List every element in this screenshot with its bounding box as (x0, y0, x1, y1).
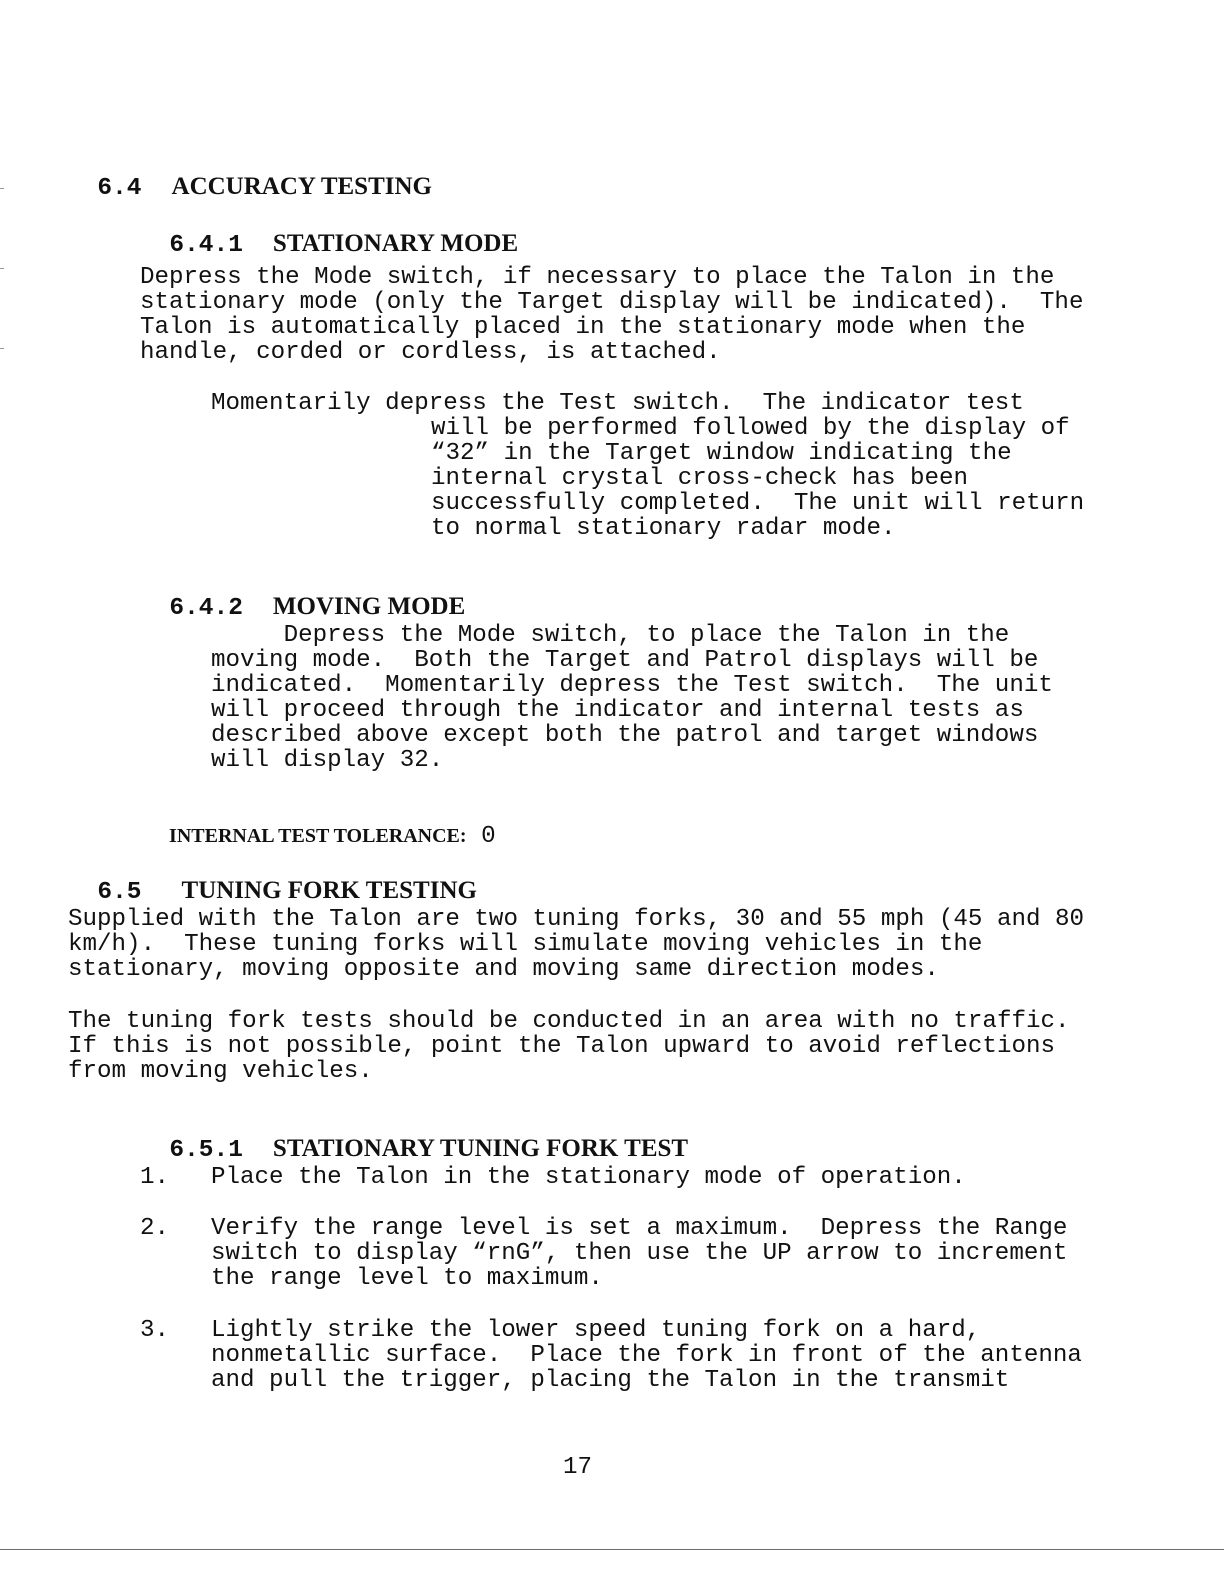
paragraph-line: internal crystal cross-check has been (431, 465, 969, 492)
section-number: 6.5.1 (169, 1137, 243, 1164)
step-line: switch to display “rnG”, then use the UP arrow to increment (211, 1240, 1068, 1267)
paragraph-line: Talon is automatically placed in the stationary mode when the (140, 314, 1026, 341)
section-heading-6-5-1 (140, 1111, 688, 1163)
tolerance-value: 0 (481, 823, 496, 850)
paragraph-line: will proceed through the indicator and internal tests as (211, 697, 1024, 724)
paragraph-line: “32” in the Target window indicating the (431, 440, 1012, 467)
step-line: Verify the range level is set a maximum. Depress the Range (211, 1215, 1068, 1242)
section-title: MOVING MODE (272, 593, 466, 620)
step-number: 3. (140, 1317, 170, 1344)
paragraph-lead-line: Momentarily depress the Test switch. The indicator test (211, 390, 1024, 417)
paragraph-line: described above except both the patrol and target windows (211, 722, 1039, 749)
step-line: Lightly strike the lower speed tuning fork on a hard, (211, 1317, 981, 1344)
section-number: 6.5 (97, 879, 142, 906)
paragraph-line: Depress the Mode switch, to place the Talon in the (211, 622, 1010, 649)
paragraph-line: stationary, moving opposite and moving same direction modes. (68, 956, 939, 983)
paragraph-line: successfully completed. The unit will return (431, 490, 1085, 517)
page-number: 17 (563, 1454, 593, 1481)
paragraph-line: will display 32. (211, 747, 444, 774)
section-heading-6-4-2 (140, 569, 465, 621)
paragraph-line: If this is not possible, point the Talon upward to avoid reflections (68, 1033, 1056, 1060)
section-title: TUNING FORK TESTING (181, 877, 477, 904)
section-title: STATIONARY TUNING FORK TEST (272, 1135, 689, 1162)
paragraph-line: Supplied with the Talon are two tuning forks, 30 and 55 mph (45 and 80 (68, 906, 1085, 933)
section-number: 6.4.1 (169, 232, 243, 259)
step-line: nonmetallic surface. Place the fork in front of the antenna (211, 1342, 1082, 1369)
margin-mark (0, 268, 4, 269)
paragraph-line: to normal stationary radar mode. (431, 515, 896, 542)
section-title: STATIONARY MODE (272, 230, 519, 257)
paragraph-line: Depress the Mode switch, if necessary to place the Talon in the (140, 264, 1055, 291)
internal-test-tolerance (140, 799, 496, 849)
paragraph-line: km/h). These tuning forks will simulate moving vehicles in the (68, 931, 983, 958)
paragraph-line: stationary mode (only the Target display will be indicated). The (140, 289, 1084, 316)
paragraph-line: moving mode. Both the Target and Patrol displays will be (211, 647, 1039, 674)
paragraph-line: indicated. Momentarily depress the Test switch. The unit (211, 672, 1053, 699)
paragraph-line: The tuning fork tests should be conducted in an area with no traffic. (68, 1008, 1070, 1035)
paragraph-line: handle, corded or cordless, is attached. (140, 339, 721, 366)
margin-mark (0, 188, 4, 189)
paragraph-line: from moving vehicles. (68, 1058, 373, 1085)
footer-divider (0, 1549, 1224, 1550)
step-number: 2. (140, 1215, 170, 1242)
section-heading-6-5 (68, 853, 477, 905)
step-number: 1. (140, 1164, 170, 1191)
section-heading-6-4-1 (140, 206, 518, 258)
section-number: 6.4.2 (169, 595, 243, 622)
step-line: Place the Talon in the stationary mode of operation. (211, 1164, 966, 1191)
section-number: 6.4 (97, 175, 142, 202)
paragraph-line: will be performed followed by the display of (431, 415, 1070, 442)
section-heading-6-4 (68, 149, 432, 201)
step-line: the range level to maximum. (211, 1265, 603, 1292)
step-line: and pull the trigger, placing the Talon in the transmit (211, 1367, 1010, 1394)
tolerance-label: INTERNAL TEST TOLERANCE: (169, 825, 467, 847)
section-title: ACCURACY TESTING (171, 173, 432, 200)
margin-mark (0, 348, 4, 349)
